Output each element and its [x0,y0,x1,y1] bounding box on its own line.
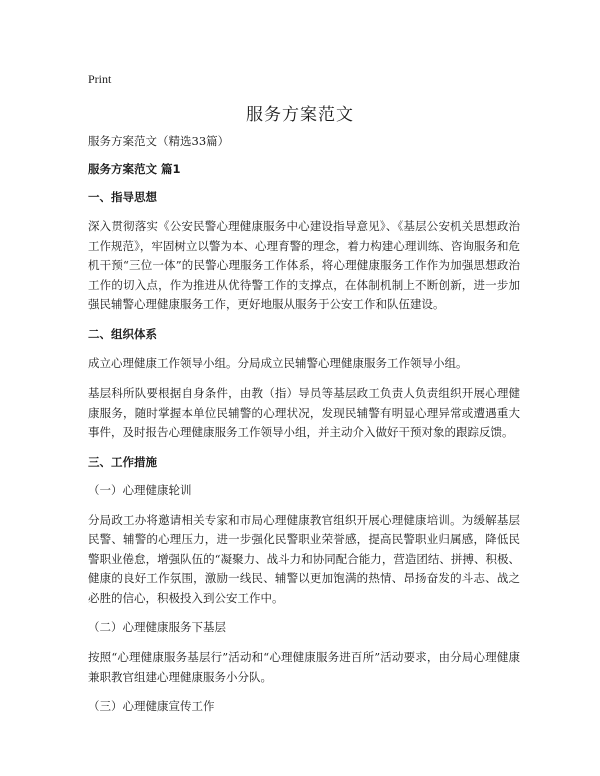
print-link[interactable]: Print [88,72,112,86]
heading-guiding-ideology: 一、指导思想 [88,190,157,204]
subheading-publicity: （三）心理健康宣传工作 [88,699,215,713]
heading-organization: 二、组织体系 [88,326,157,341]
page-title: 服务方案范文 [246,105,354,125]
paragraph-guiding-ideology: 深入贯彻落实《公安民警心理健康服务中心建设指导意见》、《基层公安机关思想政治工作规范》，牢固树立以警为本、心理育警的理念，着力构建心理训练、咨询服务和危机干预“三位一体”的民警心理服务工作体系，将心理健康服务工作作为加强思想政治工作的切入点，作为推进从优待警工作的支撑点，在体制机制上不断创新，进一步加强民辅警心理健康服务工作，更好地服从服务于公安工作和队伍建设。 [88,219,520,311]
subheading-training: （一）心理健康轮训 [88,482,192,497]
paragraph-organization-2: 基层科所队要根据自身条件，由教（指）导员等基层政工负责人负责组织开展心理健康服务，随时掌握本单位民辅警的心理状况，发现民辅警有明显心理异常或遭遇重大事件，及时报告心理健康服务工作领导小组，并主动介入做好干预对象的跟踪反馈。 [88,386,520,439]
section-title: 服务方案范文 篇1 [88,162,181,176]
document-subtitle: 服务方案范文（精选33篇） [88,134,230,148]
paragraph-training: 分局政工办将邀请相关专家和市局心理健康教官组织开展心理健康培训。为缓解基层民警、辅警的心理压力，进一步强化民警职业荣誉感，提高民警职业归属感，降低民警职业倦怠，增强队伍的“凝聚力、战斗力和协同配合能力，营造团结、拼搏、积极、健康的良好工作氛围，激励一线民、辅警以更加饱满的热情、昂扬奋发的斗志、战之必胜的信心，积极投入到公安工作中。 [88,512,520,605]
paragraph-grassroots: 按照“心理健康服务基层行”活动和“心理健康服务进百所”活动要求，由分局心理健康兼职教官组建心理健康服务小分队。 [88,650,520,684]
heading-work-measures: 三、工作措施 [88,454,157,469]
document-body [88,133,520,727]
paragraph-organization-1: 成立心理健康工作领导小组。分局成立民辅警心理健康服务工作领导小组。 [88,355,468,370]
subheading-grassroots: （二）心理健康服务下基层 [88,620,226,634]
